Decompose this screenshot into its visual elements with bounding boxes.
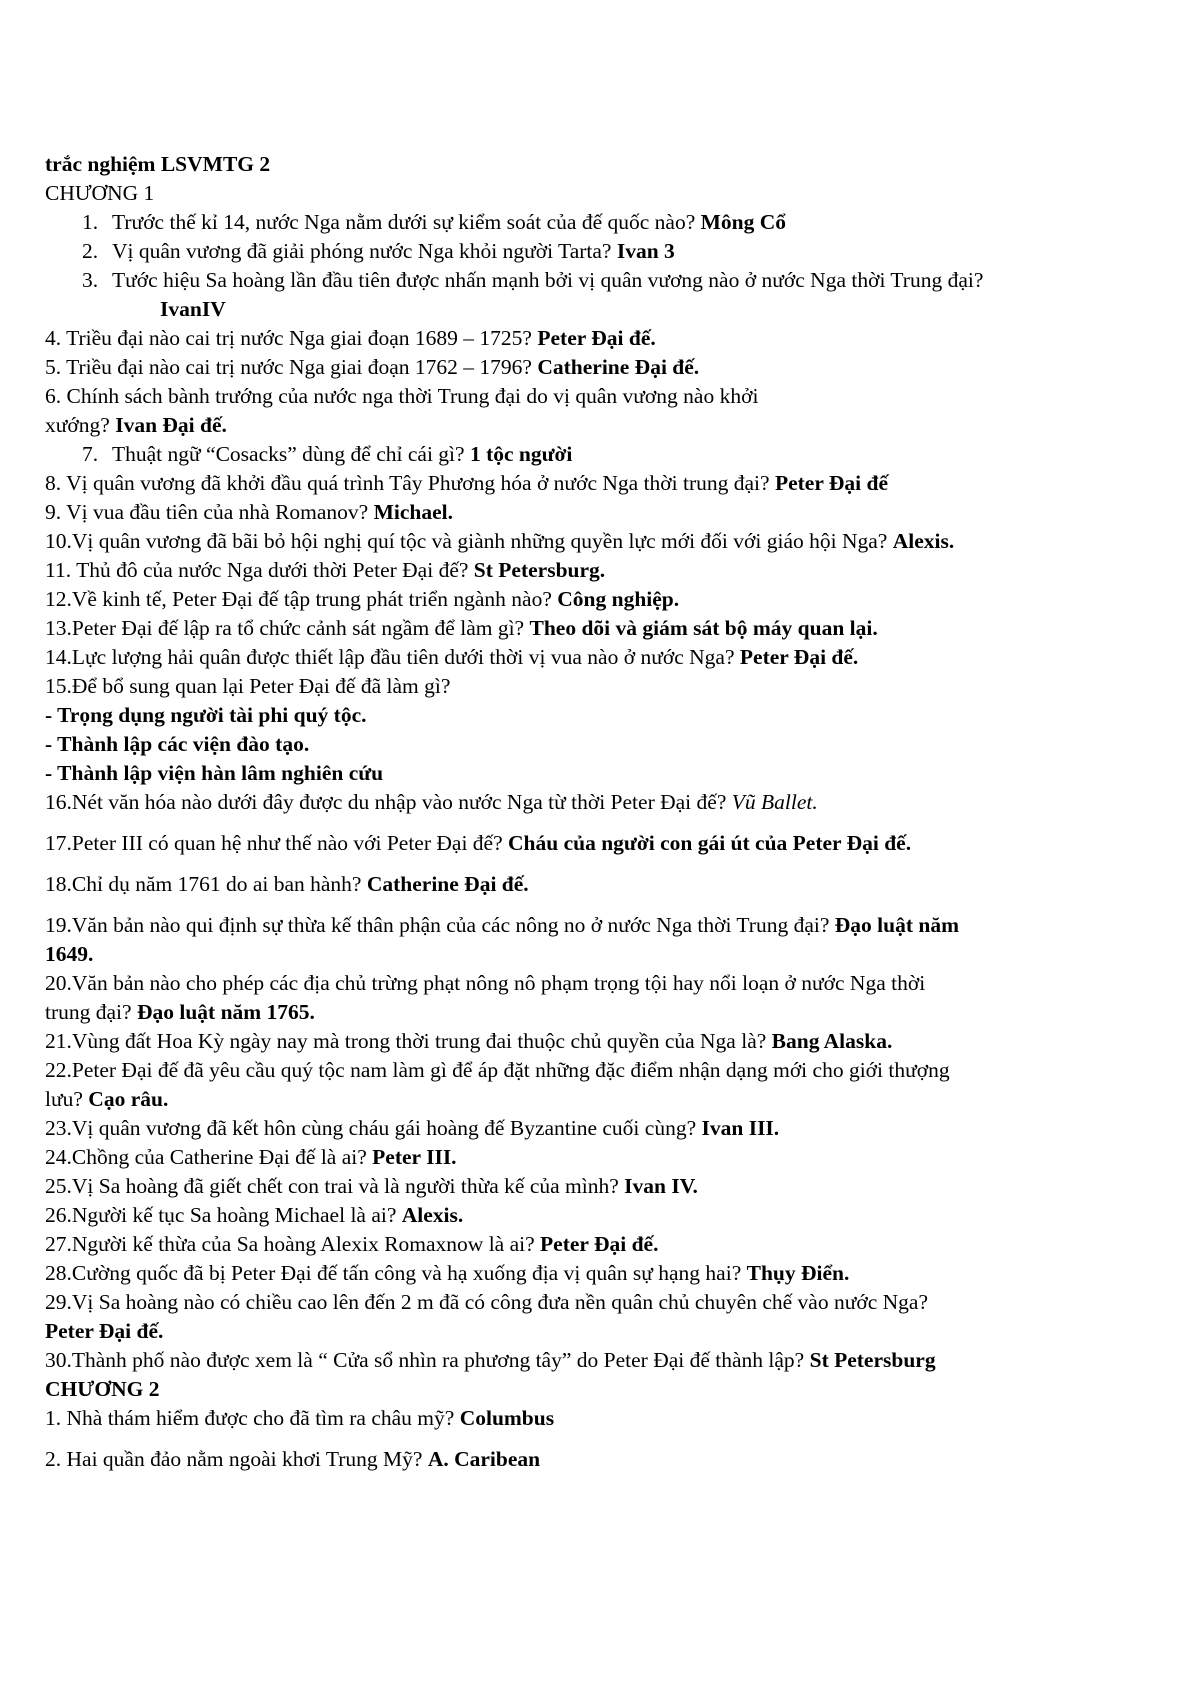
question-23: 23.Vị quân vương đã kết hôn cùng cháu gái hoàng đế Byzantine cuối cùng? Ivan III. [45, 1116, 780, 1140]
question-8: 8. Vị quân vương đã khởi đầu quá trình Tây Phương hóa ở nước Nga thời trung đại? Peter Đại đế [45, 471, 888, 495]
question-7: 7. Thuật ngữ “Cosacks” dùng để chỉ cái gì? 1 tộc người [82, 442, 573, 466]
question-28: 28.Cường quốc đã bị Peter Đại đế tấn công và hạ xuống địa vị quân sự hạng hai? Thụy Điển. [45, 1261, 850, 1285]
answer-19-cont: 1649. [45, 942, 94, 966]
question-17: 17.Peter III có quan hệ như thế nào với Peter Đại đế? Cháu của người con gái út của Peter Đại đế. [45, 831, 912, 855]
answer-15-item: - Trọng dụng người tài phi quý tộc. [45, 703, 367, 727]
question-25: 25.Vị Sa hoàng đã giết chết con trai và là người thừa kế của mình? Ivan IV. [45, 1174, 698, 1198]
question-13: 13.Peter Đại đế lập ra tổ chức cảnh sát ngầm để làm gì? Theo dõi và giám sát bộ máy quan lại. [45, 616, 878, 640]
document-title: trắc nghiệm LSVMTG 2 [45, 152, 271, 176]
question-1: 1. Trước thế kỉ 14, nước Nga nằm dưới sự kiểm soát của đế quốc nào? Mông Cổ [82, 210, 787, 234]
question-30: 30.Thành phố nào được xem là “ Cửa sổ nhìn ra phương tây” do Peter Đại đế thành lập? St Petersburg [45, 1348, 936, 1372]
question-27: 27.Người kế thừa của Sa hoàng Alexix Romaxnow là ai? Peter Đại đế. [45, 1232, 659, 1256]
question-29: 29.Vị Sa hoàng nào có chiều cao lên đến 2 m đã có công đưa nền quân chủ chuyên chế vào nước Nga? [45, 1290, 929, 1314]
question-6: 6. Chính sách bành trướng của nước nga thời Trung đại do vị quân vương nào khởi [45, 384, 759, 408]
question-14: 14.Lực lượng hải quân được thiết lập đầu tiên dưới thời vị vua nào ở nước Nga? Peter Đại đế. [45, 645, 859, 669]
question-19: 19.Văn bản nào qui định sự thừa kế thân phận của các nông no ở nước Nga thời Trung đại? Đạo luật năm [45, 913, 959, 937]
question-4: 4. Triều đại nào cai trị nước Nga giai đoạn 1689 – 1725? Peter Đại đế. [45, 326, 656, 350]
question-15: 15.Để bổ sung quan lại Peter Đại đế đã làm gì? [45, 674, 451, 698]
question-16: 16.Nét văn hóa nào dưới đây được du nhập vào nước Nga từ thời Peter Đại đế? Vũ Ballet. [45, 790, 818, 814]
question-26: 26.Người kế tục Sa hoàng Michael là ai? Alexis. [45, 1203, 464, 1227]
question-3: 3. Tước hiệu Sa hoàng lần đầu tiên được nhấn mạnh bởi vị quân vương nào ở nước Nga thời Trung đại? [82, 268, 984, 292]
chapter-1-heading: CHƯƠNG 1 [45, 181, 155, 205]
question-6-cont: xướng? Ivan Đại đế. [45, 413, 227, 437]
question-5: 5. Triều đại nào cai trị nước Nga giai đoạn 1762 – 1796? Catherine Đại đế. [45, 355, 700, 379]
question-18: 18.Chỉ dụ năm 1761 do ai ban hành? Catherine Đại đế. [45, 872, 529, 896]
answer-29: Peter Đại đế. [45, 1319, 164, 1343]
chapter-2-question-1: 1. Nhà thám hiểm được cho đã tìm ra châu mỹ? Columbus [45, 1406, 555, 1430]
answer-15-item: - Thành lập các viện đào tạo. [45, 732, 310, 756]
question-22: 22.Peter Đại đế đã yêu cầu quý tộc nam làm gì để áp đặt những đặc điểm nhận dạng mới cho giới thượng [45, 1058, 950, 1082]
document-page [45, 150, 1175, 1474]
answer-15-item: - Thành lập viện hàn lâm nghiên cứu [45, 761, 384, 785]
question-11: 11. Thủ đô của nước Nga dưới thời Peter Đại đế? St Petersburg. [45, 558, 606, 582]
question-22-cont: lưu? Cạo râu. [45, 1087, 169, 1111]
question-24: 24.Chồng của Catherine Đại đế là ai? Peter III. [45, 1145, 457, 1169]
answer-3: IvanIV [160, 297, 226, 321]
question-10: 10.Vị quân vương đã bãi bỏ hội nghị quí tộc và giành những quyền lực mới đối với giáo hội Nga? Alexis. [45, 529, 955, 553]
question-9: 9. Vị vua đầu tiên của nhà Romanov? Michael. [45, 500, 454, 524]
chapter-2-heading: CHƯƠNG 2 [45, 1377, 160, 1401]
question-12: 12.Về kinh tế, Peter Đại đế tập trung phát triển ngành nào? Công nghiệp. [45, 587, 680, 611]
question-20-cont: trung đại? Đạo luật năm 1765. [45, 1000, 315, 1024]
question-21: 21.Vùng đất Hoa Kỳ ngày nay mà trong thời trung đai thuộc chủ quyền của Nga là? Bang Alaska. [45, 1029, 893, 1053]
chapter-2-question-2: 2. Hai quần đảo nằm ngoài khơi Trung Mỹ? A. Caribean [45, 1447, 541, 1471]
question-2: 2. Vị quân vương đã giải phóng nước Nga khỏi người Tarta? Ivan 3 [82, 239, 675, 263]
question-20: 20.Văn bản nào cho phép các địa chủ trừng phạt nông nô phạm trọng tội hay nổi loạn ở nước Nga thời [45, 971, 926, 995]
